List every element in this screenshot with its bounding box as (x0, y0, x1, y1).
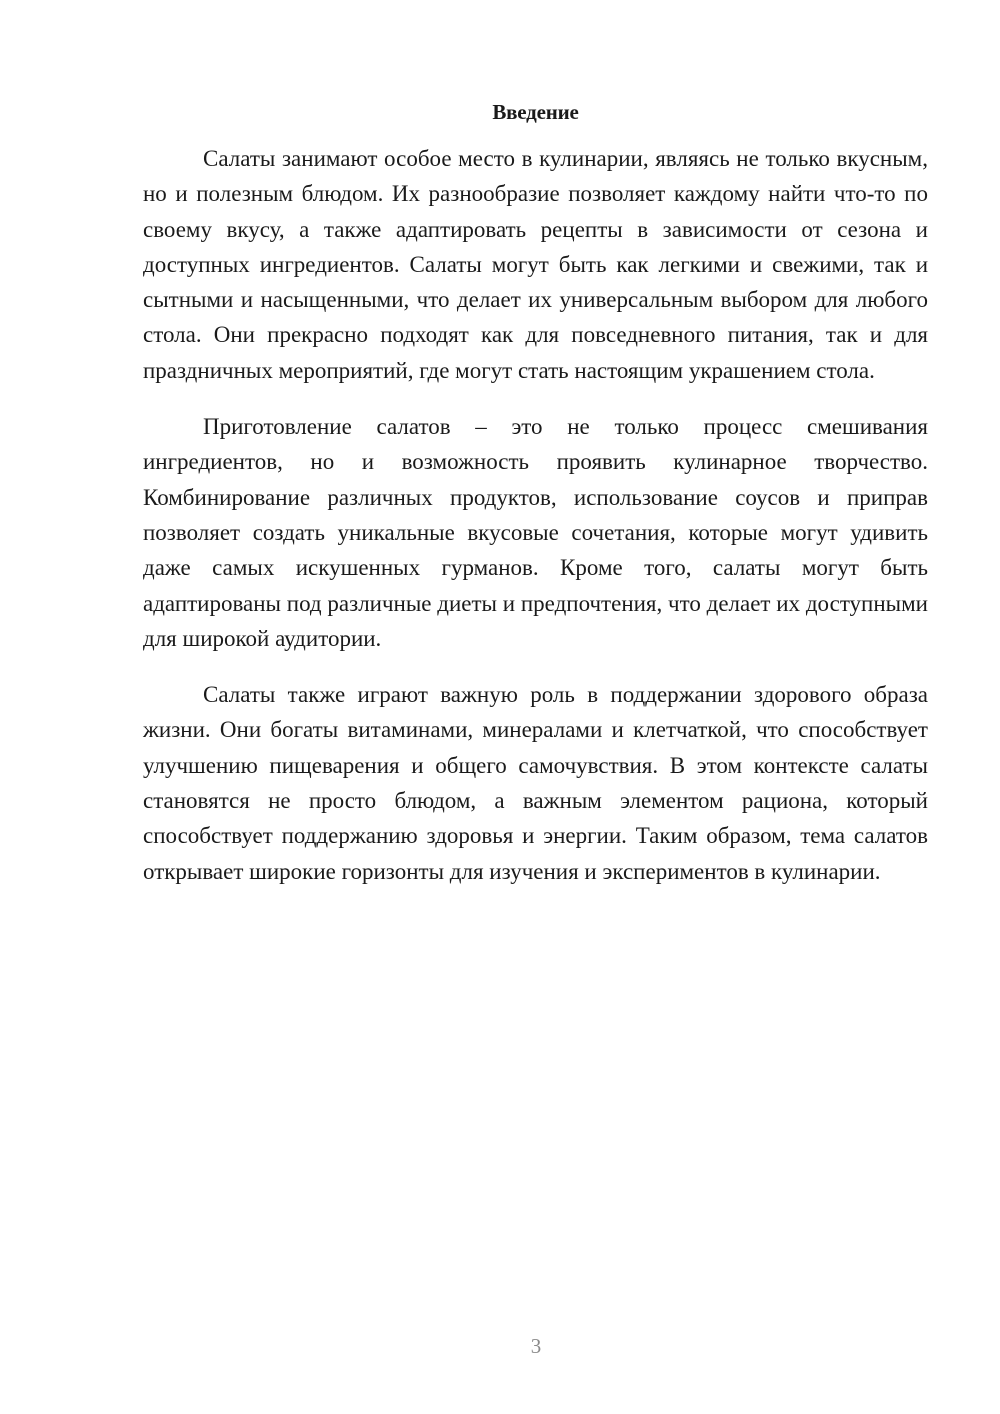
paragraph-2: Приготовление салатов – это не только процесс смешивания ингредиентов, но и возможность проявить кулинарное творчество. Комбинирование различных продуктов, использование соусов и приправ позволяет создать уникальные вкусовые сочетания, которые могут удивить даже самых искушенных гурманов. Кроме того, салаты могут быть адаптированы под различные диеты и предпочтения, что делает их доступными для широкой аудитории. (143, 414, 928, 651)
section-heading: Введение (492, 100, 579, 124)
paragraph-3: Салаты также играют важную роль в поддержании здорового образа жизни. Они богаты витаминами, минералами и клетчаткой, что способствует улучшению пищеварения и общего самочувствия. В этом контексте салаты становятся не просто блюдом, а важным элементом рациона, который способствует поддержанию здоровья и энергии. Таким образом, тема салатов открывает широкие горизонты для изучения и экспериментов в кулинарии. (143, 682, 928, 884)
page-content (143, 98, 928, 889)
page-number: 3 (530, 1334, 542, 1358)
paragraph-1: Салаты занимают особое место в кулинарии, являясь не только вкусным, но и полезным блюдом. Их разнообразие позволяет каждому найти что-то по своему вкусу, а также адаптировать рецепты в зависимости от сезона и доступных ингредиентов. Салаты могут быть как легкими и свежими, так и сытными и насыщенными, что делает их универсальным выбором для любого стола. Они прекрасно подходят как для повседневного питания, так и для праздничных мероприятий, где могут стать настоящим украшением стола. (143, 146, 928, 383)
